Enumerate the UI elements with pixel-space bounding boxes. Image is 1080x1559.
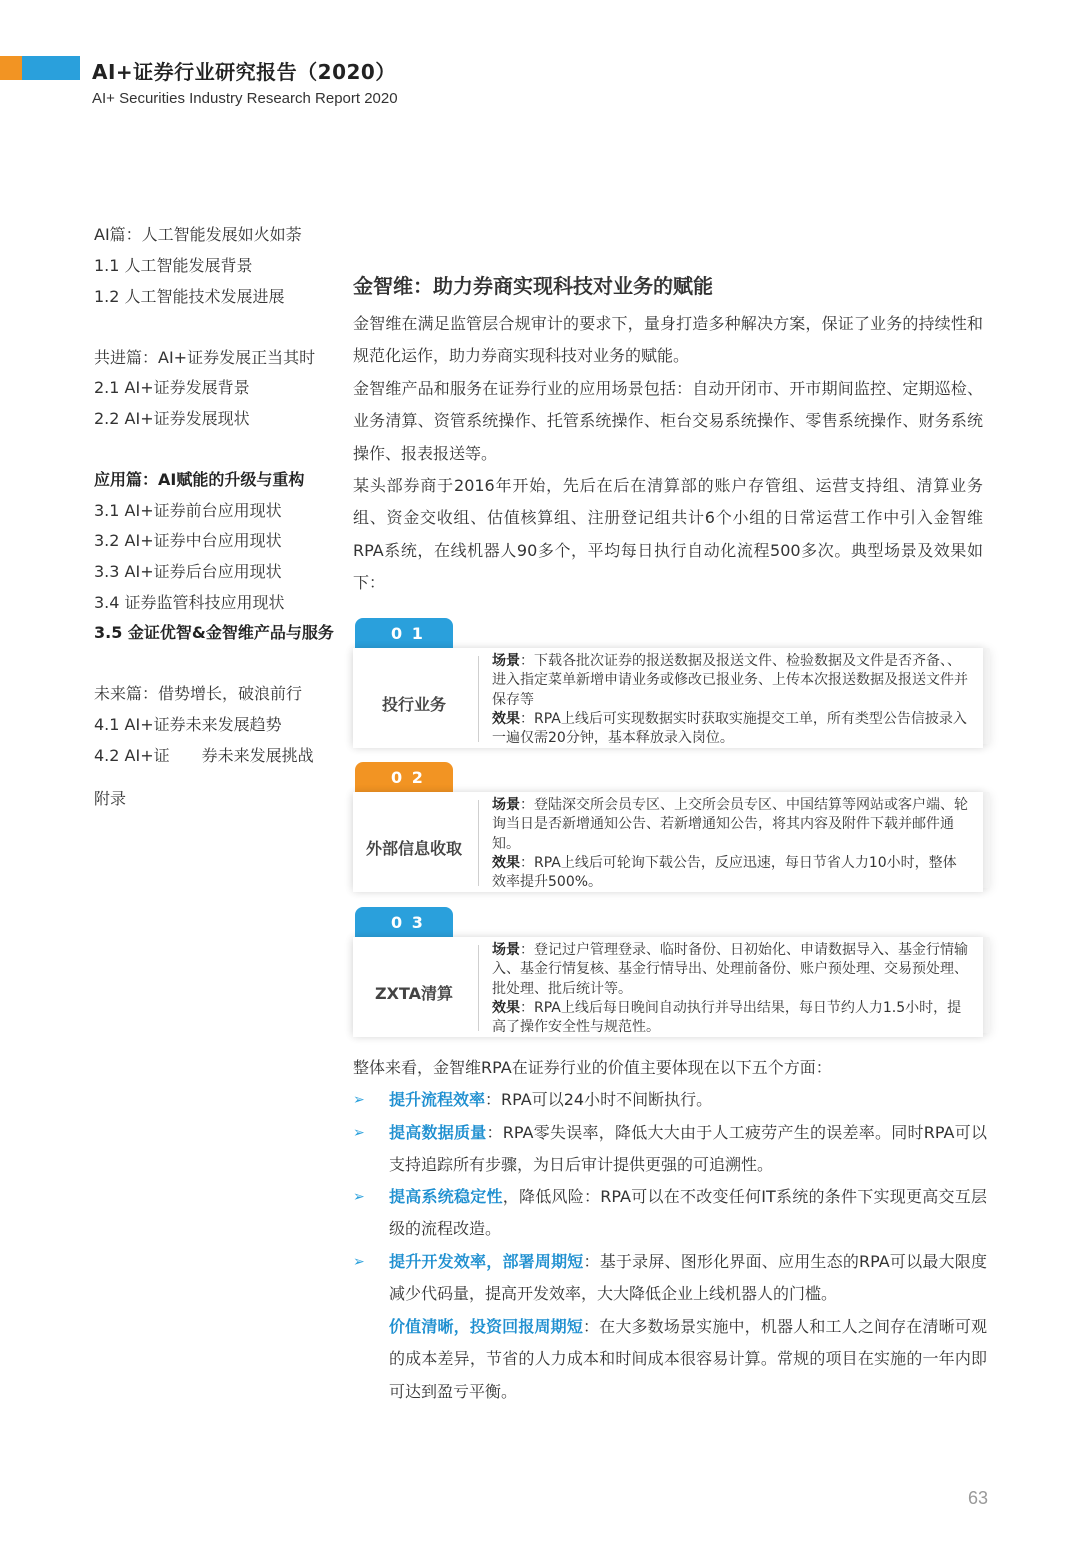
effect-label: 效果: [492, 710, 520, 727]
scene-label: 场景: [492, 653, 520, 669]
divider: [478, 945, 479, 1031]
scene-label: 场景: [492, 942, 520, 958]
toc-item[interactable]: AI篇：人工智能发展如火如荼: [94, 225, 302, 244]
case-number-tab: 0 2: [355, 762, 453, 792]
bullet-highlight: 提高数据质量: [389, 1123, 487, 1142]
arrow-bullet-icon: ➢: [353, 1092, 365, 1108]
bullet-highlight: 提升流程效率: [389, 1090, 486, 1109]
effect-text: ：RPA上线后可实现数据实时获取实施提交工单，所有类型公告信披录入一遍仅需20分钟，基本释放录入岗位。: [492, 710, 967, 747]
paragraph: 金智维在满足监管层合规审计的要求下，量身打造多种解决方案，保证了业务的持续性和规范化运作，助力券商实现科技对业务的赋能。: [353, 314, 983, 366]
toc-item[interactable]: 4.2 AI+证 券未来发展挑战: [94, 746, 314, 765]
case-number-tab: 0 3: [355, 907, 453, 937]
toc-item[interactable]: 附录: [94, 789, 127, 808]
paragraph: 某头部券商于2016年开始，先后在后在清算部的账户存管组、运营支持组、清算业务组、资金交收组、估值核算组、注册登记组共计6个小组的日常运营工作中引入金智维RPA系统，在线机器人90多个，平均每日执行自动化流程500多次。典型场景及效果如下：: [353, 476, 983, 592]
arrow-bullet-icon: ➢: [353, 1189, 365, 1205]
case-number-tab: 0 1: [355, 618, 453, 648]
header-accent-orange: [0, 56, 22, 80]
page-number: 63: [968, 1488, 989, 1508]
paragraph: 金智维产品和服务在证券行业的应用场景包括：自动开闭市、开市期间监控、定期巡检、业务清算、资管系统操作、托管系统操作、柜台交易系统操作、零售系统操作、财务系统操作、报表报送等。: [353, 379, 983, 463]
scene-text: ：登记过户管理登录、临时备份、日初始化、申请数据导入、基金行情输入、基金行情复核、基金行情导出、处理前备份、账户预处理、交易预处理、批处理、批后统计等。: [492, 942, 968, 997]
toc-item[interactable]: 3.4 证券监管科技应用现状: [94, 593, 285, 612]
bullet-highlight: 价值清晰，投资回报周期短: [389, 1317, 583, 1336]
effect-text: ：RPA上线后可轮询下载公告，反应迅速，每日节省人力10小时，整体效率提升500%。: [492, 854, 957, 891]
case-label: 外部信息收取: [365, 838, 462, 858]
summary-intro: 整体来看，金智维RPA在证券行业的价值主要体现在以下五个方面：: [353, 1058, 832, 1077]
report-subtitle: AI+ Securities Industry Research Report 2020: [92, 90, 398, 107]
toc-item-current-part[interactable]: 应用篇：AI赋能的升级与重构: [94, 470, 305, 489]
bullet-highlight: 提升开发效率，部署周期短: [389, 1252, 584, 1271]
scene-text: ：登陆深交所会员专区、上交所会员专区、中国结算等网站或客户端、轮询当日是否新增通知公告、若新增通知公告，将其内容及附件下载并邮件通知。: [492, 797, 968, 852]
bullet-highlight: 提高系统稳定性: [389, 1187, 503, 1206]
arrow-bullet-icon: ➢: [353, 1125, 365, 1141]
case-card-2: [353, 762, 990, 891]
effect-text: ：RPA上线后每日晚间自动执行并导出结果，每日节约人力1.5小时，提高了操作安全性与规范性。: [492, 999, 962, 1036]
divider: [478, 800, 479, 886]
case-card-body: [353, 792, 983, 892]
toc-item[interactable]: 1.1 人工智能发展背景: [94, 256, 253, 275]
toc-item[interactable]: 1.2 人工智能技术发展进展: [94, 287, 285, 306]
bullet-text: ：RPA可以24小时不间断执行。: [485, 1090, 713, 1109]
case-description: [492, 652, 968, 748]
report-title: AI+证券行业研究报告（2020）: [92, 60, 396, 84]
toc-item[interactable]: 2.1 AI+证券发展背景: [94, 378, 250, 397]
case-label: 投行业务: [381, 694, 446, 714]
effect-label: 效果: [492, 999, 520, 1016]
case-card-body: [353, 937, 983, 1037]
toc-item[interactable]: 2.2 AI+证券发展现状: [94, 409, 250, 428]
effect-label: 效果: [492, 854, 520, 871]
toc-item[interactable]: 未来篇：借势增长，破浪前行: [94, 684, 303, 703]
bullet-text: ：基于录屏、图形化界面、应用生态的RPA可以最大限度减少代码量，提高开发效率，大大降低企业上线机器人的门槛。: [389, 1252, 987, 1304]
toc-item[interactable]: 4.1 AI+证券未来发展趋势: [94, 715, 282, 734]
case-card-1: [353, 618, 990, 747]
bullet-text: ：RPA零失误率，降低大大由于人工疲劳产生的误差率。同时RPA可以支持追踪所有步骤，为日后审计提供更强的可追溯性。: [389, 1123, 987, 1175]
header-accent-blue: [22, 56, 80, 80]
case-description: [492, 796, 968, 892]
scene-label: 场景: [492, 797, 520, 813]
case-label: ZXTA清算: [375, 983, 453, 1003]
toc-item[interactable]: 3.2 AI+证券中台应用现状: [94, 531, 282, 550]
arrow-bullet-icon: ➢: [353, 1254, 365, 1270]
case-description: [492, 941, 968, 1037]
bullet-text: ：在大多数场景实施中，机器人和工人之间存在清晰可观的成本差异，节省的人力成本和时间成本很容易计算。常规的项目在实施的一年内即可达到盈亏平衡。: [389, 1317, 987, 1401]
divider: [478, 656, 479, 742]
bullet-text: ，降低风险：RPA可以在不改变任何IT系统的条件下实现更高交互层级的流程改造。: [389, 1187, 987, 1239]
case-card-3: [353, 907, 990, 1036]
toc-item[interactable]: 3.3 AI+证券后台应用现状: [94, 562, 282, 581]
toc-item-current-section[interactable]: 3.5 金证优智&金智维产品与服务: [94, 623, 334, 642]
toc-item[interactable]: 共进篇：AI+证券发展正当其时: [94, 348, 316, 367]
section-title: 金智维：助力券商实现科技对业务的赋能: [353, 274, 713, 298]
toc-item[interactable]: 3.1 AI+证券前台应用现状: [94, 501, 282, 520]
scene-text: ：下载各批次证券的报送数据及报送文件、检验数据及文件是否齐备、、进入指定菜单新增申请业务或修改已报业务、上传本次报送数据及报送文件并保存等: [492, 653, 968, 708]
case-card-body: [353, 648, 983, 748]
